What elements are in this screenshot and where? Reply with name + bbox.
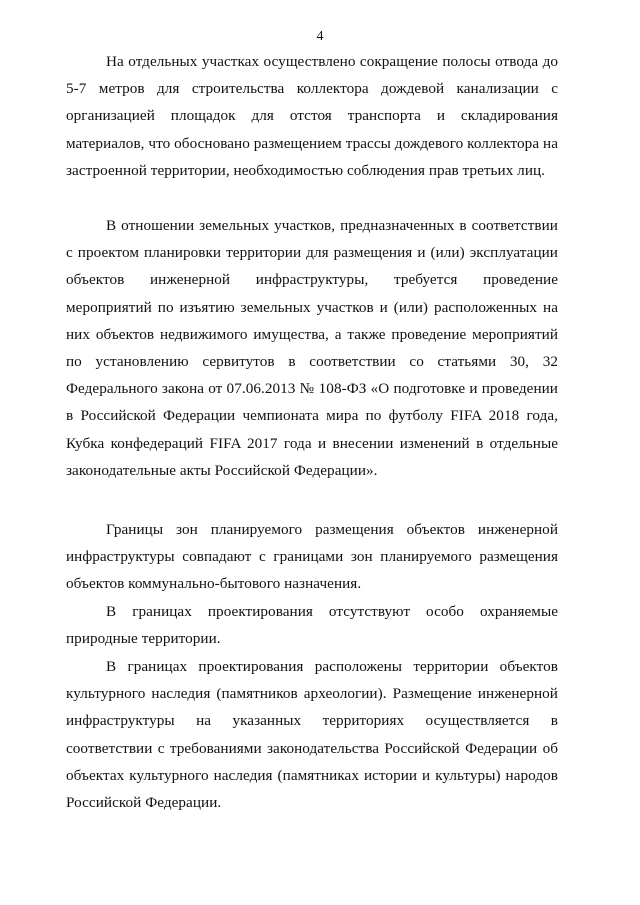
paragraph-cultural-heritage: В границах проектирования расположены территории объектов культурного наследия (памятников археологии). Размещение инженерной инфраструктуры на указанных территориях осуществляется в соответствии с требованиями законодательства Российской Федерации об объектах культурного наследия (памятниках истории и культуры) народов Российской Федерации. [66, 658, 558, 812]
paragraph-zone-boundaries: Границы зон планируемого размещения объектов инженерной инфраструктуры совпадают с границами зон планируемого размещения объектов коммунально-бытового назначения. [66, 521, 558, 593]
paragraph-land-seizure: В отношении земельных участков, предназначенных в соответствии с проектом планировки территории для размещения и (или) эксплуатации объектов инженерной инфраструктуры, требуется проведение мероприятий по изъятию земельных участков и (или) расположенных на них объектов недвижимого имущества, а также проведение мероприятий по установлению сервитутов в соответствии со статьями 30, 32 Федерального закона от 07.06.2013 № 108-ФЗ «О подготовке и проведении в Российской Федерации чемпионата мира по футболу FIFA 2018 года, Кубка конфедераций FIFA 2017 года и внесении изменений в отдельные законодательные акты Российской Федерации». [66, 217, 558, 479]
paragraph-protected-areas: В границах проектирования отсутствуют особо охраняемые природные территории. [66, 603, 558, 648]
page-number: 4 [316, 29, 324, 44]
paragraph-right-of-way-reduction: На отдельных участках осуществлено сокращение полосы отвода до 5-7 метров для строительства коллектора дождевой канализации с организацией площадок для отстоя транспорта и складирования материалов, что обосновано размещением трассы дождевого коллектора на застроенной территории, необходимостью соблюдения прав третьих лиц. [66, 53, 558, 179]
